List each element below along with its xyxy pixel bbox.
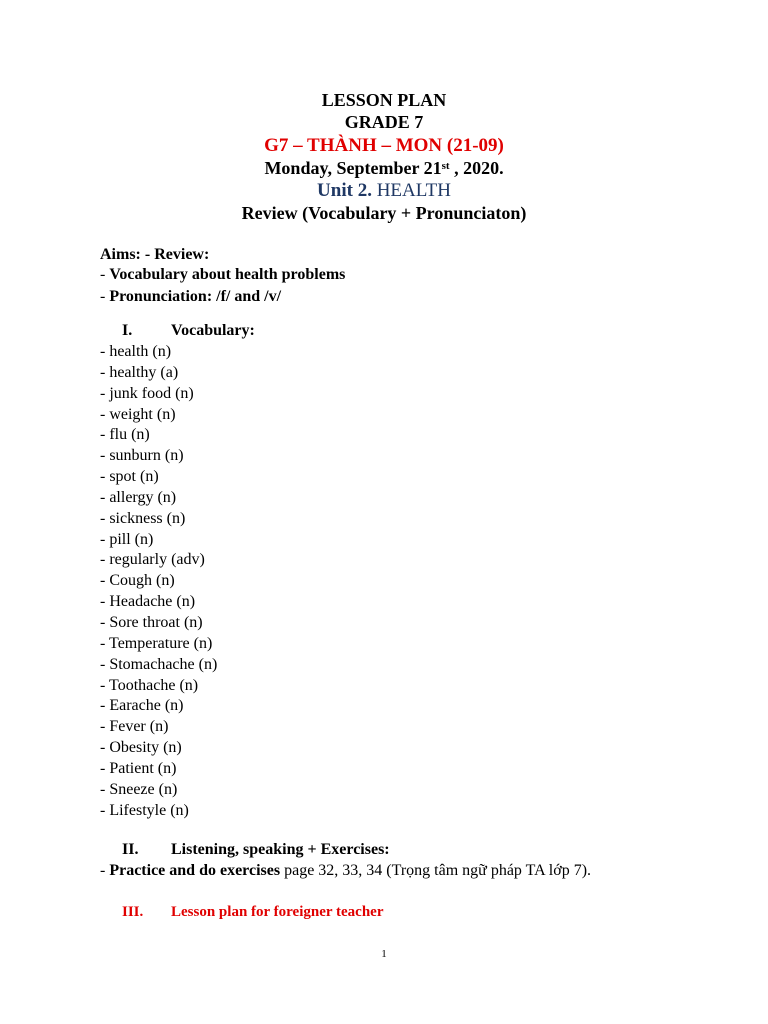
vocabulary-item: - Cough (n) <box>100 572 175 590</box>
unit-name: HEALTH <box>376 180 451 201</box>
section-title: Lesson plan for foreigner teacher <box>171 904 384 920</box>
vocabulary-item: - Earache (n) <box>100 697 184 715</box>
section-title: Vocabulary: <box>171 322 255 339</box>
aims-item-text: Pronunciation: /f/ and /v/ <box>109 288 282 305</box>
vocabulary-list <box>100 342 217 821</box>
section-vocabulary-heading <box>122 321 255 341</box>
dash: - <box>100 288 110 305</box>
lesson-plan-title: LESSON PLAN <box>321 90 447 110</box>
vocabulary-item: - health (n) <box>100 343 172 360</box>
vocabulary-item: - Fever (n) <box>100 718 169 736</box>
vocabulary-item: - sickness (n) <box>100 509 186 527</box>
vocabulary-item: - healthy (a) <box>100 363 179 381</box>
vocabulary-item: - Sneeze (n) <box>100 780 178 798</box>
section-number: III. <box>122 904 144 920</box>
section-number: II. <box>122 841 139 858</box>
vocabulary-item: - flu (n) <box>100 426 150 444</box>
unit-line <box>0 179 768 203</box>
vocabulary-item: - junk food (n) <box>100 384 194 402</box>
vocabulary-item: - Patient (n) <box>100 759 177 777</box>
vocabulary-item: - Stomachache (n) <box>100 655 218 673</box>
vocabulary-item: - weight (n) <box>100 405 176 423</box>
section-number: I. <box>122 322 133 339</box>
vocabulary-item: - Obesity (n) <box>100 739 182 757</box>
vocabulary-item: - sunburn (n) <box>100 447 184 465</box>
vocabulary-item: - regularly (adv) <box>100 551 205 569</box>
practice-line <box>100 861 591 881</box>
grade-title: GRADE 7 <box>344 112 424 132</box>
page-number: 1 <box>381 948 387 960</box>
vocabulary-item: - spot (n) <box>100 468 159 486</box>
date-line <box>0 157 768 179</box>
vocabulary-item: - Headache (n) <box>100 593 196 611</box>
date-main: Monday, September 21 <box>264 158 442 178</box>
date-superscript: st <box>441 160 450 172</box>
aims-item-pronunciation <box>100 287 281 307</box>
dash: - <box>100 266 110 283</box>
class-line: G7 – THÀNH – MON (21-09) <box>264 135 504 156</box>
practice-rest: page 32, 33, 34 (Trọng tâm ngữ pháp TA lớp 7). <box>280 862 592 879</box>
review-line: Review (Vocabulary + Pronunciaton) <box>241 203 527 223</box>
practice-bold: Practice and do exercises <box>109 862 281 879</box>
vocabulary-item: - Sore throat (n) <box>100 613 203 631</box>
aims-item-vocabulary <box>100 265 345 285</box>
vocabulary-item: - allergy (n) <box>100 488 177 506</box>
date-tail: , 2020. <box>449 158 504 178</box>
section-title: Listening, speaking + Exercises: <box>171 841 390 858</box>
vocabulary-item: - Lifestyle (n) <box>100 801 189 819</box>
vocabulary-item: - pill (n) <box>100 530 154 548</box>
section-listening-heading <box>122 840 390 860</box>
vocabulary-item: - Temperature (n) <box>100 634 213 652</box>
aims-line: Aims: - Review: <box>100 246 210 263</box>
aims-item-text: Vocabulary about health problems <box>109 266 346 283</box>
unit-prefix: Unit 2. <box>317 180 377 201</box>
vocabulary-item: - Toothache (n) <box>100 676 199 694</box>
dash: - <box>100 862 110 879</box>
section-lesson-plan-heading <box>122 902 383 922</box>
